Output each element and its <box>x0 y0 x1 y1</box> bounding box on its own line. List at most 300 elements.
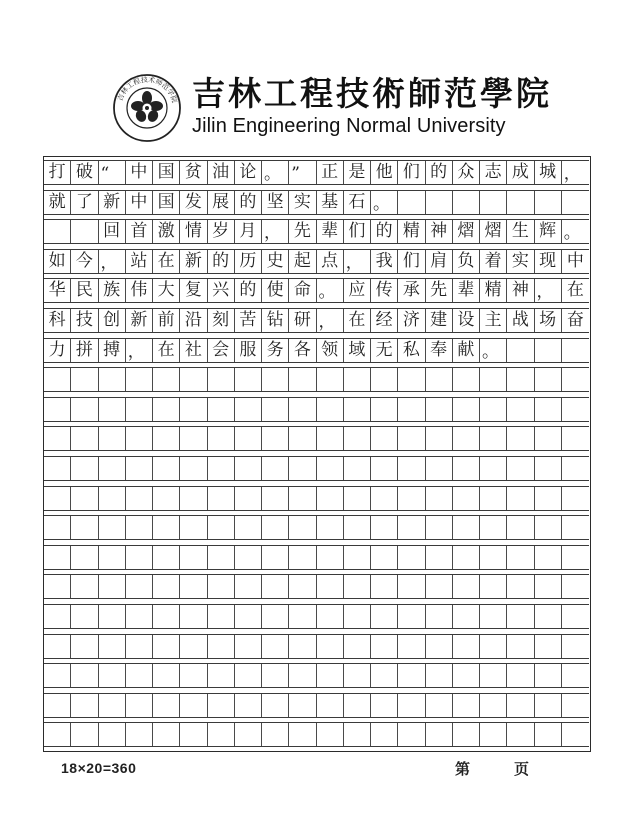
grid-cell: 民 <box>71 279 98 302</box>
grid-cell <box>426 546 453 569</box>
grid-cell <box>44 694 71 717</box>
grid-cell <box>44 368 71 391</box>
grid-cell <box>71 694 98 717</box>
grid-cell <box>480 516 507 539</box>
grid-row <box>44 456 589 481</box>
grid-cell: 的 <box>235 191 262 214</box>
grid-cell <box>426 191 453 214</box>
grid-cell <box>208 575 235 598</box>
grid-cell <box>44 605 71 628</box>
grid-cell: 创 <box>99 309 126 332</box>
grid-cell <box>71 427 98 450</box>
grid-cell <box>71 516 98 539</box>
grid-cell <box>562 723 589 746</box>
grid-cell <box>317 723 344 746</box>
grid-cell <box>480 694 507 717</box>
grid-cell: ， <box>344 250 371 273</box>
grid-cell <box>153 664 180 687</box>
grid-cell: 中 <box>566 250 584 271</box>
grid-cell: 现 <box>535 250 562 273</box>
grid-row <box>44 545 589 570</box>
grid-cell <box>317 635 344 658</box>
grid-cell <box>99 605 126 628</box>
grid-cell <box>99 694 126 717</box>
grid-cell <box>153 398 180 421</box>
grid-cell <box>126 546 153 569</box>
grid-cell <box>371 516 398 539</box>
grid-cell <box>262 457 289 480</box>
grid-cell <box>208 368 235 391</box>
grid-cell <box>535 457 562 480</box>
grid-cell: 族 <box>99 279 126 302</box>
grid-cell <box>480 487 507 510</box>
grid-cell: 力 <box>44 339 71 362</box>
grid-cell: 在 <box>153 250 180 273</box>
grid-cell: 论 <box>235 161 262 184</box>
grid-cell <box>153 575 180 598</box>
grid-cell <box>153 368 180 391</box>
grid-cell: 先 <box>426 279 453 302</box>
grid-cell <box>235 487 262 510</box>
grid-cell <box>426 605 453 628</box>
university-seal-icon <box>112 73 182 143</box>
grid-cell <box>71 457 98 480</box>
grid-cell <box>289 516 316 539</box>
grid-row <box>44 693 589 718</box>
grid-cell: 中 <box>126 161 153 184</box>
grid-cell <box>453 694 480 717</box>
page-label-suffix: 页 <box>514 760 530 778</box>
grid-cell: 。 <box>480 339 507 362</box>
grid-cell <box>426 635 453 658</box>
grid-cell <box>71 575 98 598</box>
grid-cell <box>507 368 534 391</box>
grid-cell <box>126 664 153 687</box>
grid-cell: 众 <box>453 161 480 184</box>
grid-cell: ， <box>262 220 289 243</box>
grid-cell <box>507 635 534 658</box>
grid-cell <box>317 516 344 539</box>
page-label-prefix: 第 <box>455 760 471 778</box>
grid-cell <box>398 398 425 421</box>
grid-cell <box>180 487 207 510</box>
letterhead <box>0 0 634 150</box>
grid-cell <box>535 694 562 717</box>
grid-cell <box>126 516 153 539</box>
grid-cell: 贫 <box>180 161 207 184</box>
grid-cell <box>208 694 235 717</box>
grid-cell <box>398 694 425 717</box>
grid-cell: 技 <box>71 309 98 332</box>
grid-cell <box>535 398 562 421</box>
grid-cell <box>71 635 98 658</box>
grid-cell: 展 <box>208 191 235 214</box>
grid-cell: 研 <box>289 309 316 332</box>
grid-row <box>44 426 589 451</box>
grid-cell <box>480 191 507 214</box>
grid-cell <box>480 575 507 598</box>
grid-cell <box>371 546 398 569</box>
grid-cell <box>99 427 126 450</box>
grid-cell <box>507 191 534 214</box>
grid-cell <box>453 723 480 746</box>
grid-cell: 新 <box>180 250 207 273</box>
grid-cell: 伟 <box>126 279 153 302</box>
grid-cell <box>208 516 235 539</box>
grid-cell: 国 <box>153 161 180 184</box>
grid-cell <box>208 723 235 746</box>
grid-cell <box>235 398 262 421</box>
grid-cell <box>344 546 371 569</box>
grid-cell: 精 <box>480 279 507 302</box>
grid-cell <box>317 664 344 687</box>
grid-cell <box>208 398 235 421</box>
grid-cell <box>44 457 71 480</box>
grid-cell <box>153 723 180 746</box>
grid-cell <box>344 457 371 480</box>
grid-cell <box>44 487 71 510</box>
grid-cell <box>535 664 562 687</box>
grid-cell <box>262 368 289 391</box>
grid-cell <box>562 694 589 717</box>
grid-cell <box>153 635 180 658</box>
grid-cell: 破 <box>71 161 98 184</box>
grid-cell <box>180 516 207 539</box>
grid-cell: 们 <box>398 250 425 273</box>
grid-cell: 奉 <box>426 339 453 362</box>
grid-cell: 在 <box>566 280 584 301</box>
grid-cell <box>153 487 180 510</box>
grid-cell <box>235 457 262 480</box>
grid-cell: 打 <box>44 161 71 184</box>
grid-cell <box>71 723 98 746</box>
grid-cell: 史 <box>262 250 289 273</box>
grid-cell <box>344 368 371 391</box>
grid-cell: 志 <box>480 161 507 184</box>
grid-cell <box>262 694 289 717</box>
grid-row <box>44 308 589 333</box>
grid-cell <box>180 664 207 687</box>
grid-cell <box>453 635 480 658</box>
grid-cell <box>453 457 480 480</box>
grid-cell: 神 <box>507 279 534 302</box>
grid-row <box>44 278 589 303</box>
grid-cell <box>44 398 71 421</box>
grid-cell <box>507 398 534 421</box>
grid-cell: ， <box>317 309 344 332</box>
grid-cell <box>99 457 126 480</box>
grid-cell <box>317 546 344 569</box>
grid-cell <box>453 664 480 687</box>
grid-cell: 们 <box>398 161 425 184</box>
grid-cell <box>262 427 289 450</box>
grid-cell: 辉 <box>535 220 562 243</box>
grid-cell <box>44 220 71 243</box>
grid-cell: 今 <box>71 250 98 273</box>
grid-cell <box>317 694 344 717</box>
grid-cell: 使 <box>262 279 289 302</box>
grid-row <box>44 160 589 185</box>
grid-row <box>44 604 589 629</box>
grid-row <box>44 515 589 540</box>
grid-cell <box>507 664 534 687</box>
grid-cell <box>289 368 316 391</box>
grid-cell: 我 <box>371 250 398 273</box>
grid-cell: 兴 <box>208 279 235 302</box>
grid-cell <box>99 546 126 569</box>
grid-cell <box>453 191 480 214</box>
grid-cell <box>44 427 71 450</box>
grid-cell <box>562 664 589 687</box>
grid-cell <box>99 398 126 421</box>
grid-cell <box>126 457 153 480</box>
grid-cell <box>208 457 235 480</box>
grid-cell <box>262 487 289 510</box>
grid-cell: 复 <box>180 279 207 302</box>
grid-cell <box>507 723 534 746</box>
grid-cell <box>480 546 507 569</box>
grid-cell: 前 <box>153 309 180 332</box>
grid-cell <box>153 427 180 450</box>
grid-cell: ， <box>563 164 581 184</box>
grid-row <box>44 634 589 659</box>
grid-cell <box>317 487 344 510</box>
grid-cell <box>371 635 398 658</box>
grid-cell <box>562 191 589 214</box>
grid-cell <box>71 398 98 421</box>
grid-cell <box>262 546 289 569</box>
grid-cell <box>398 457 425 480</box>
grid-cell <box>371 457 398 480</box>
grid-cell: 国 <box>153 191 180 214</box>
grid-cell <box>44 546 71 569</box>
grid-cell <box>126 368 153 391</box>
grid-cell: 油 <box>208 161 235 184</box>
grid-cell <box>371 605 398 628</box>
grid-cell <box>99 664 126 687</box>
grid-cell: “ <box>99 161 126 184</box>
grid-cell: 生 <box>507 220 534 243</box>
grid-cell <box>535 191 562 214</box>
grid-cell <box>126 427 153 450</box>
grid-cell <box>480 664 507 687</box>
grid-cell: 新 <box>126 309 153 332</box>
grid-cell: 务 <box>262 339 289 362</box>
grid-cell: 岁 <box>208 220 235 243</box>
grid-cell <box>262 635 289 658</box>
grid-cell: 辈 <box>453 279 480 302</box>
grid-cell <box>317 457 344 480</box>
grid-cell <box>398 575 425 598</box>
grid-cell <box>480 635 507 658</box>
grid-cell <box>262 575 289 598</box>
grid-cell <box>562 546 589 569</box>
grid-cell: 搏 <box>99 339 126 362</box>
grid-cell: 科 <box>44 309 71 332</box>
grid-cell <box>371 664 398 687</box>
grid-cell <box>344 694 371 717</box>
grid-cell <box>126 635 153 658</box>
grid-cell <box>153 605 180 628</box>
grid-cell: 点 <box>317 250 344 273</box>
grid-cell: 就 <box>44 191 71 214</box>
grid-cell: 新 <box>99 191 126 214</box>
grid-cell: 苦 <box>235 309 262 332</box>
grid-cell <box>398 368 425 391</box>
grid-cell: 如 <box>44 250 71 273</box>
grid-cell: 。 <box>262 161 289 184</box>
grid-cell <box>126 694 153 717</box>
grid-cell <box>371 427 398 450</box>
grid-cell <box>180 457 207 480</box>
grid-cell <box>153 694 180 717</box>
grid-cell: 他 <box>371 161 398 184</box>
grid-cell <box>289 546 316 569</box>
grid-cell <box>507 516 534 539</box>
grid-cell <box>289 427 316 450</box>
grid-cell <box>180 605 207 628</box>
grid-cell: 是 <box>344 161 371 184</box>
grid-cell: 城 <box>535 161 562 184</box>
grid-cell <box>317 398 344 421</box>
grid-cell <box>344 723 371 746</box>
grid-cell: 经 <box>371 309 398 332</box>
grid-cell <box>507 457 534 480</box>
grid-cell: 私 <box>398 339 425 362</box>
grid-cell <box>562 605 589 628</box>
grid-cell <box>535 575 562 598</box>
grid-cell: 的 <box>235 279 262 302</box>
grid-cell: 大 <box>153 279 180 302</box>
grid-cell <box>371 575 398 598</box>
grid-cell <box>562 487 589 510</box>
grid-cell <box>126 723 153 746</box>
grid-cell: 熠 <box>480 220 507 243</box>
grid-cell: 场 <box>535 309 562 332</box>
grid-cell <box>289 723 316 746</box>
grid-cell <box>453 427 480 450</box>
grid-cell <box>99 635 126 658</box>
grid-cell <box>426 427 453 450</box>
grid-cell: 首 <box>126 220 153 243</box>
grid-cell <box>44 516 71 539</box>
grid-cell <box>235 368 262 391</box>
grid-cell: 实 <box>289 191 316 214</box>
grid-row <box>44 722 589 747</box>
university-name-chinese: 吉林工程技術師范學院 <box>192 74 552 113</box>
grid-cell: 熠 <box>453 220 480 243</box>
grid-cell: ， <box>126 339 153 362</box>
grid-cell <box>507 427 534 450</box>
grid-row <box>44 219 589 244</box>
grid-cell: 献 <box>453 339 480 362</box>
grid-row <box>44 249 589 274</box>
grid-cell <box>535 427 562 450</box>
grid-cell <box>480 457 507 480</box>
grid-cell <box>371 694 398 717</box>
grid-cell <box>480 723 507 746</box>
grid-cell <box>344 398 371 421</box>
grid-cell: 实 <box>507 250 534 273</box>
grid-cell <box>344 487 371 510</box>
grid-cell: 石 <box>344 191 371 214</box>
grid-cell <box>180 635 207 658</box>
grid-cell <box>426 398 453 421</box>
grid-cell <box>289 398 316 421</box>
grid-cell <box>453 546 480 569</box>
grid-cell <box>126 605 153 628</box>
grid-cell <box>398 664 425 687</box>
grid-cell <box>562 339 589 362</box>
grid-cell: 沿 <box>180 309 207 332</box>
grid-cell <box>562 427 589 450</box>
grid-row <box>44 574 589 599</box>
grid-cell <box>562 398 589 421</box>
grid-cell <box>344 427 371 450</box>
grid-cell <box>126 398 153 421</box>
grid-cell: 社 <box>180 339 207 362</box>
grid-cell: 先 <box>289 220 316 243</box>
grid-cell <box>562 457 589 480</box>
grid-cell <box>426 664 453 687</box>
grid-cell: 在 <box>153 339 180 362</box>
grid-cell <box>535 339 562 362</box>
grid-cell <box>180 368 207 391</box>
grid-cell: 。 <box>317 279 344 302</box>
grid-cell <box>99 575 126 598</box>
grid-cell <box>398 546 425 569</box>
grid-cell: ， <box>535 279 562 302</box>
grid-cell <box>507 694 534 717</box>
grid-cell: 肩 <box>426 250 453 273</box>
grid-cell <box>289 575 316 598</box>
grid-cell <box>398 723 425 746</box>
grid-cell <box>153 516 180 539</box>
grid-cell: 坚 <box>262 191 289 214</box>
grid-cell <box>289 605 316 628</box>
grid-cell <box>235 575 262 598</box>
grid-cell: 命 <box>289 279 316 302</box>
grid-row <box>44 486 589 511</box>
grid-cell: 济 <box>398 309 425 332</box>
grid-cell <box>153 457 180 480</box>
grid-cell <box>180 546 207 569</box>
grid-cell <box>535 516 562 539</box>
grid-cell <box>262 398 289 421</box>
grid-cell: 领 <box>317 339 344 362</box>
grid-cell <box>99 368 126 391</box>
grid-cell <box>235 664 262 687</box>
grid-cell <box>235 723 262 746</box>
grid-cell <box>71 605 98 628</box>
grid-cell <box>289 635 316 658</box>
university-name-english: Jilin Engineering Normal University <box>192 115 506 137</box>
grid-cell <box>208 546 235 569</box>
grid-cell: 起 <box>289 250 316 273</box>
grid-capacity-label: 18×20=360 <box>61 760 137 776</box>
grid-cell <box>453 487 480 510</box>
grid-cell: 了 <box>71 191 98 214</box>
grid-cell <box>480 368 507 391</box>
grid-cell <box>262 516 289 539</box>
grid-cell <box>208 635 235 658</box>
grid-cell <box>44 664 71 687</box>
grid-cell <box>262 664 289 687</box>
grid-cell: 成 <box>507 161 534 184</box>
grid-cell <box>562 368 589 391</box>
grid-cell <box>99 516 126 539</box>
grid-cell <box>180 723 207 746</box>
